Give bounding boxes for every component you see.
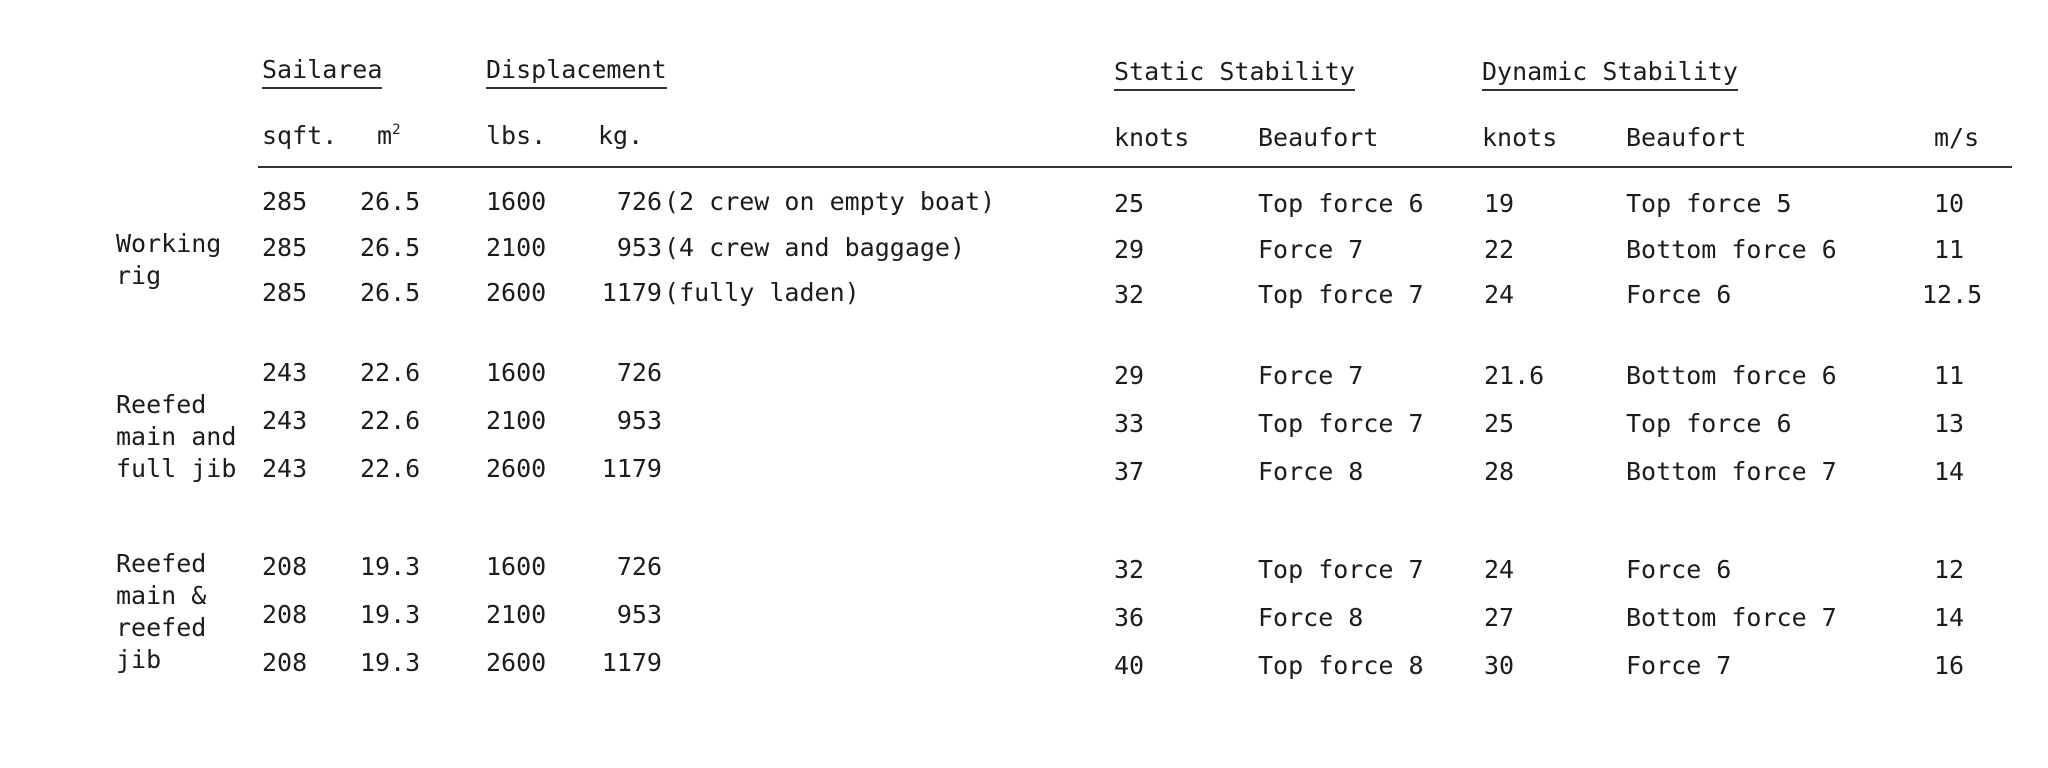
- cell-ms: 10: [1934, 189, 1965, 218]
- cell-static-knots: 32: [1114, 280, 1145, 309]
- cell-static-beaufort: Top force 7: [1258, 555, 1424, 584]
- cell-static-beaufort: Top force 8: [1258, 651, 1424, 680]
- cell-lbs: 1600: [486, 187, 547, 216]
- cell-static-beaufort: Top force 7: [1258, 280, 1424, 309]
- cell-static-knots: 36: [1114, 603, 1145, 632]
- cell-dynamic-beaufort: Bottom force 7: [1626, 457, 1837, 486]
- unit-m2: $m^2$: [377, 121, 401, 150]
- group-label-line: main &: [116, 581, 207, 610]
- cell-m2: 19.3: [360, 648, 421, 677]
- cell-static-knots: 37: [1114, 457, 1145, 486]
- cell-sqft: 243: [262, 406, 308, 435]
- cell-dynamic-knots: 27: [1484, 603, 1515, 632]
- cell-kg: 726: [616, 187, 662, 216]
- cell-ms: 13: [1934, 409, 1965, 438]
- group-label-line: reefed: [116, 613, 207, 642]
- cell-static-knots: 33: [1114, 409, 1145, 438]
- cell-ms: 14: [1934, 603, 1965, 632]
- cell-m2: 26.5: [360, 278, 421, 307]
- cell-m2: 22.6: [360, 358, 421, 387]
- cell-static-beaufort: Top force 7: [1258, 409, 1424, 438]
- group-label-line: Reefed: [116, 549, 207, 578]
- cell-sqft: 243: [262, 454, 308, 483]
- cell-m2: 19.3: [360, 552, 421, 581]
- cell-kg: 726: [616, 552, 662, 581]
- group-label-line: full jib: [116, 454, 237, 483]
- cell-lbs: 2600: [486, 278, 547, 307]
- cell-static-beaufort: Force 7: [1258, 235, 1364, 264]
- group-label-line: main and: [116, 422, 237, 451]
- group-label-line: Working: [116, 229, 222, 258]
- cell-lbs: 1600: [486, 358, 547, 387]
- cell-ms: 14: [1934, 457, 1965, 486]
- cell-kg: 1179: [601, 454, 662, 483]
- cell-static-knots: 29: [1114, 235, 1145, 264]
- unit-dynamic-knots: knots: [1482, 123, 1558, 152]
- cell-sqft: 243: [262, 358, 308, 387]
- cell-dynamic-beaufort: Force 6: [1626, 555, 1732, 584]
- cell-dynamic-knots: 30: [1484, 651, 1515, 680]
- group-label-line: Reefed: [116, 390, 207, 419]
- header-dynamic-stability: Dynamic Stability: [1482, 57, 1738, 91]
- cell-m2: 22.6: [360, 406, 421, 435]
- unit-ms: m/s: [1934, 123, 1980, 152]
- cell-ms: 16: [1934, 651, 1965, 680]
- cell-dynamic-knots: 19: [1484, 189, 1515, 218]
- cell-sqft: 208: [262, 648, 308, 677]
- cell-dynamic-knots: 25: [1484, 409, 1515, 438]
- cell-static-knots: 40: [1114, 651, 1145, 680]
- header-sailarea: Sailarea: [262, 55, 382, 89]
- cell-dynamic-beaufort: Top force 5: [1626, 189, 1792, 218]
- cell-static-beaufort: Force 8: [1258, 603, 1364, 632]
- cell-dynamic-beaufort: Bottom force 6: [1626, 361, 1837, 390]
- cell-kg: 953: [616, 406, 662, 435]
- cell-dynamic-knots: 24: [1484, 555, 1515, 584]
- cell-kg: 1179: [601, 648, 662, 677]
- cell-dynamic-beaufort: Force 7: [1626, 651, 1732, 680]
- cell-sqft: 208: [262, 600, 308, 629]
- cell-sqft: 285: [262, 187, 308, 216]
- cell-static-beaufort: Force 7: [1258, 361, 1364, 390]
- cell-dynamic-beaufort: Bottom force 6: [1626, 235, 1837, 264]
- cell-lbs: 2600: [486, 648, 547, 677]
- cell-dynamic-knots: 24: [1484, 280, 1515, 309]
- cell-static-knots: 32: [1114, 555, 1145, 584]
- unit-lbs: lbs.: [486, 121, 547, 150]
- unit-sqft: sqft.: [262, 121, 338, 150]
- unit-kg: kg.: [598, 121, 644, 150]
- cell-lbs: 2100: [486, 600, 547, 629]
- cell-kg: 726: [616, 358, 662, 387]
- header-rule: [258, 166, 2012, 168]
- header-static-stability: Static Stability: [1114, 57, 1355, 91]
- cell-dynamic-beaufort: Top force 6: [1626, 409, 1792, 438]
- cell-lbs: 2100: [486, 233, 547, 262]
- cell-lbs: 2600: [486, 454, 547, 483]
- cell-ms: 11: [1934, 235, 1965, 264]
- cell-m2: 26.5: [360, 233, 421, 262]
- cell-kg: 953: [616, 233, 662, 262]
- cell-m2: 19.3: [360, 600, 421, 629]
- cell-static-knots: 29: [1114, 361, 1145, 390]
- unit-static-knots: knots: [1114, 123, 1190, 152]
- header-displacement: Displacement: [486, 55, 667, 89]
- cell-kg: 1179: [601, 278, 662, 307]
- cell-lbs: 1600: [486, 552, 547, 581]
- cell-sqft: 285: [262, 233, 308, 262]
- cell-ms: 11: [1934, 361, 1965, 390]
- unit-dynamic-beaufort: Beaufort: [1626, 123, 1747, 152]
- cell-lbs: 2100: [486, 406, 547, 435]
- cell-dynamic-beaufort: Bottom force 7: [1626, 603, 1837, 632]
- cell-dynamic-knots: 22: [1484, 235, 1515, 264]
- unit-static-beaufort: Beaufort: [1258, 123, 1379, 152]
- cell-static-beaufort: Top force 6: [1258, 189, 1424, 218]
- cell-sqft: 208: [262, 552, 308, 581]
- cell-kg: 953: [616, 600, 662, 629]
- cell-dynamic-beaufort: Force 6: [1626, 280, 1732, 309]
- cell-dynamic-knots: 21.6: [1484, 361, 1545, 390]
- cell-note: (2 crew on empty boat): [664, 187, 996, 216]
- cell-static-knots: 25: [1114, 189, 1145, 218]
- cell-m2: 26.5: [360, 187, 421, 216]
- cell-static-beaufort: Force 8: [1258, 457, 1364, 486]
- cell-ms: 12.5: [1922, 280, 1983, 309]
- cell-ms: 12: [1934, 555, 1965, 584]
- cell-dynamic-knots: 28: [1484, 457, 1515, 486]
- cell-sqft: 285: [262, 278, 308, 307]
- cell-note: (4 crew and baggage): [664, 233, 966, 262]
- group-label-line: jib: [116, 645, 162, 674]
- cell-m2: 22.6: [360, 454, 421, 483]
- cell-note: (fully laden): [664, 278, 860, 307]
- group-label-line: rig: [116, 261, 162, 290]
